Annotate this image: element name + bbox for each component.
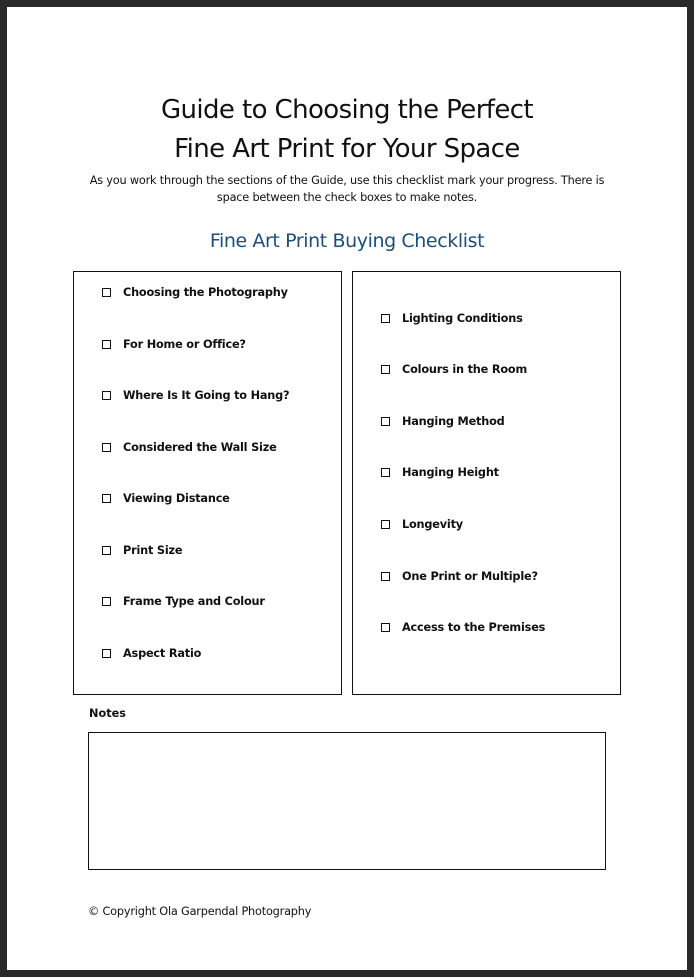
checkbox[interactable] bbox=[102, 649, 111, 658]
checkbox[interactable] bbox=[381, 365, 390, 374]
checkbox[interactable] bbox=[102, 340, 111, 349]
checklist-item[interactable] bbox=[381, 309, 523, 327]
checkbox[interactable] bbox=[381, 623, 390, 632]
checklist-item[interactable] bbox=[102, 592, 265, 610]
checklist-item[interactable] bbox=[102, 644, 201, 662]
checklist-item-label: Frame Type and Colour bbox=[123, 594, 265, 608]
intro-line-1: As you work through the sections of the Guide, use this checklist mark your progress. There is bbox=[89, 174, 605, 187]
checklist-item-label: Print Size bbox=[123, 543, 183, 557]
checklist-item-label: Choosing the Photography bbox=[123, 285, 288, 299]
checklist-item[interactable] bbox=[381, 412, 505, 430]
checklist-item-label: Viewing Distance bbox=[123, 491, 230, 505]
checkbox[interactable] bbox=[102, 391, 111, 400]
checklist-item-label: Aspect Ratio bbox=[123, 646, 202, 660]
checklist-item[interactable] bbox=[381, 463, 499, 481]
checklist-item-label: For Home or Office? bbox=[123, 337, 246, 351]
checklist-item[interactable] bbox=[381, 567, 538, 585]
checklist-title: Fine Art Print Buying Checklist bbox=[209, 230, 485, 252]
checkbox[interactable] bbox=[381, 520, 390, 529]
checklist-item[interactable] bbox=[102, 283, 288, 301]
copyright-text: © Copyright Ola Garpendal Photography bbox=[88, 905, 312, 918]
checklist-item-label: Colours in the Room bbox=[402, 362, 528, 376]
checklist-item[interactable] bbox=[381, 515, 463, 533]
checklist-item-label: Access to the Premises bbox=[402, 620, 546, 634]
checklist-item[interactable] bbox=[102, 438, 277, 456]
checklist-item-label: Lighting Conditions bbox=[402, 311, 523, 325]
intro-line-2: space between the check boxes to make notes. bbox=[216, 190, 478, 204]
intro-text bbox=[87, 173, 607, 206]
checkbox[interactable] bbox=[381, 468, 390, 477]
checklist-item-label: Considered the Wall Size bbox=[123, 440, 277, 454]
checklist-right-column bbox=[352, 271, 621, 695]
checklist-item[interactable] bbox=[102, 489, 230, 507]
checkbox[interactable] bbox=[102, 494, 111, 503]
checkbox[interactable] bbox=[102, 546, 111, 555]
checklist-item-label: Hanging Height bbox=[402, 465, 499, 479]
notes-box[interactable] bbox=[88, 732, 606, 870]
checkbox[interactable] bbox=[102, 597, 111, 606]
checklist-item-label: Hanging Method bbox=[402, 414, 505, 428]
checklist-item[interactable] bbox=[102, 335, 246, 353]
document-page bbox=[7, 7, 687, 970]
checklist-item[interactable] bbox=[381, 618, 545, 636]
checklist-item[interactable] bbox=[102, 541, 182, 559]
checklist-item[interactable] bbox=[102, 386, 289, 404]
notes-label: Notes bbox=[89, 707, 127, 720]
checkbox[interactable] bbox=[381, 572, 390, 581]
checklist-item-label: One Print or Multiple? bbox=[402, 569, 538, 583]
page-title-line-1: Guide to Choosing the Perfect bbox=[160, 95, 534, 125]
checklist-item[interactable] bbox=[381, 360, 527, 378]
checklist-item-label: Longevity bbox=[402, 517, 463, 531]
checkbox[interactable] bbox=[102, 443, 111, 452]
checklist-left-column bbox=[73, 271, 342, 695]
checkbox[interactable] bbox=[381, 314, 390, 323]
checklist-item-label: Where Is It Going to Hang? bbox=[123, 388, 290, 402]
checkbox[interactable] bbox=[102, 288, 111, 297]
page-title-line-2: Fine Art Print for Your Space bbox=[174, 134, 520, 164]
checkbox[interactable] bbox=[381, 417, 390, 426]
